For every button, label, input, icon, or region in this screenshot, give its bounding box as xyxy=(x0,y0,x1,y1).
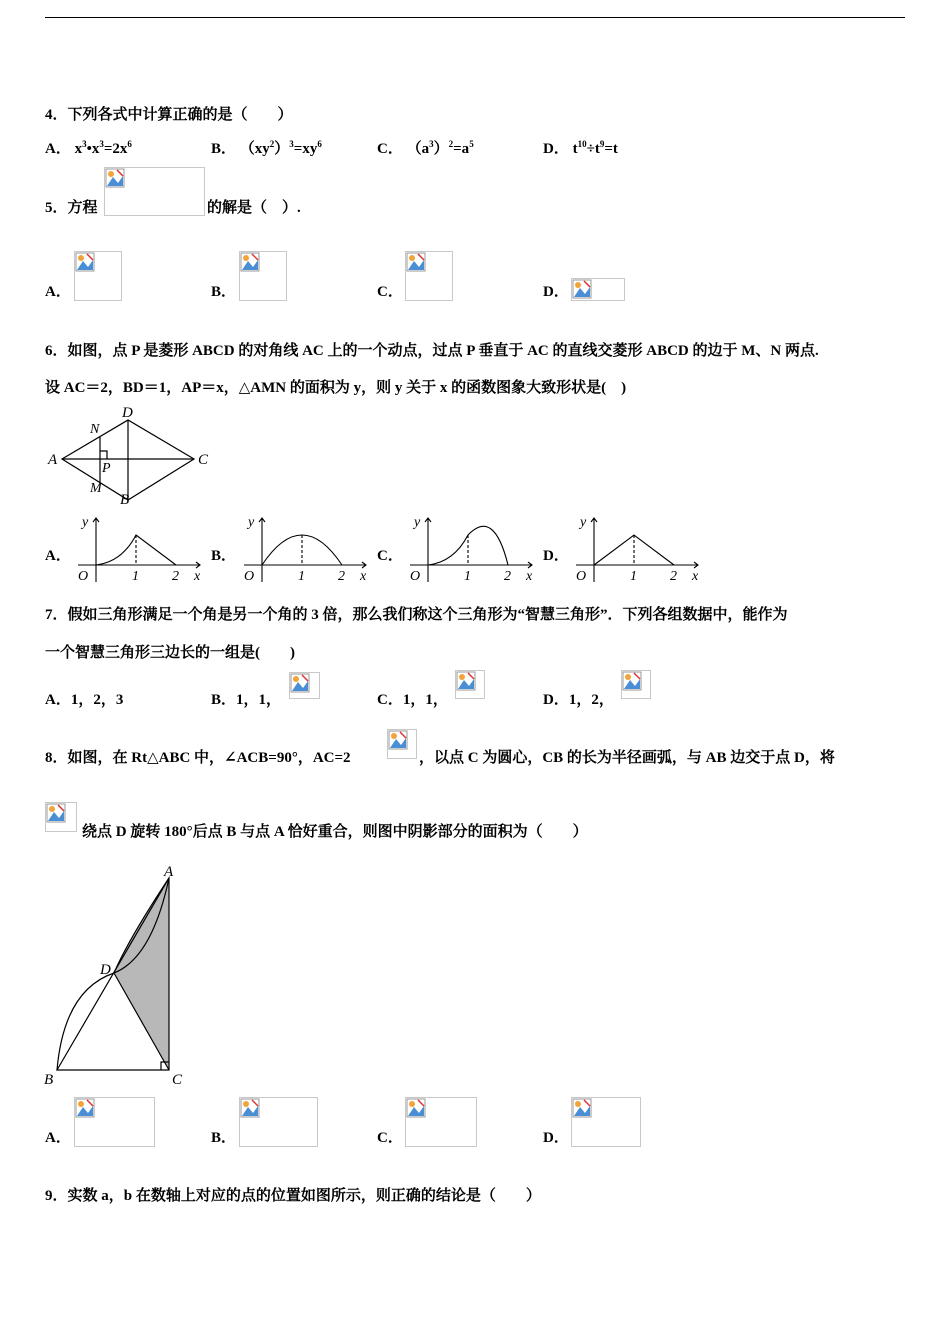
q6-label-d: D xyxy=(122,405,133,421)
q8-label-c: C xyxy=(172,1072,183,1088)
graph-b-o: O xyxy=(244,569,255,584)
graph-d-o: O xyxy=(576,569,587,584)
q8-stem-line1-post: ，以点 C 为圆心，CB 的长为半径画弧，与 AB 边交于点 D，将 xyxy=(419,750,835,766)
q4-option-c[interactable] xyxy=(377,137,474,158)
q7-option-c-image xyxy=(455,670,485,699)
graph-b-2: 2 xyxy=(338,569,345,584)
broken-image-icon xyxy=(75,1098,95,1118)
graph-a-1: 1 xyxy=(132,569,139,584)
q5-stem-pre: 5．方程 xyxy=(45,200,98,216)
broken-image-icon xyxy=(388,730,408,750)
q8-stem-line1-pre: 8．如图，在 Rt△ABC 中，∠ACB=90°，AC=2 xyxy=(45,750,351,766)
q6-label-a: A xyxy=(48,452,58,468)
q7-option-a[interactable]: A．1，2，3 xyxy=(45,692,124,708)
q5-option-d-image xyxy=(571,278,625,301)
broken-image-icon xyxy=(572,279,592,299)
q7-option-d[interactable]: D．1，2， xyxy=(543,692,614,708)
q7-option-b-image xyxy=(289,672,320,699)
graph-c-y: y xyxy=(414,515,421,530)
broken-image-icon xyxy=(75,252,95,272)
broken-image-icon xyxy=(290,673,310,693)
broken-image-icon xyxy=(456,671,476,691)
q5-option-b-image xyxy=(239,251,287,301)
broken-image-icon xyxy=(406,1098,426,1118)
q4-option-b-label: B． xyxy=(211,141,237,157)
broken-image-icon xyxy=(46,803,66,823)
q4-option-a-label: A． xyxy=(45,141,71,157)
q8-option-b-label[interactable]: B． xyxy=(211,1130,237,1146)
q8-label-b: B xyxy=(44,1072,54,1088)
header-rule xyxy=(45,17,905,18)
graph-b-1: 1 xyxy=(298,569,305,584)
q8-ac-value-image xyxy=(387,729,417,759)
q7-option-b[interactable]: B．1，1， xyxy=(211,692,282,708)
q5-option-a-label[interactable]: A． xyxy=(45,284,71,300)
q8-option-a-label[interactable]: A． xyxy=(45,1130,71,1146)
q6-option-a-graph xyxy=(72,512,208,586)
q7-stem-line2: 一个智慧三角形三边长的一组是( ) xyxy=(45,645,295,661)
graph-d-y: y xyxy=(580,515,587,530)
broken-image-icon xyxy=(240,252,260,272)
q4-option-a[interactable] xyxy=(45,137,132,158)
q6-label-p: P xyxy=(102,461,111,476)
broken-image-icon xyxy=(572,1098,592,1118)
q5-option-a-image xyxy=(74,251,122,301)
q6-label-c: C xyxy=(198,452,209,468)
q4-option-d[interactable] xyxy=(543,137,618,158)
graph-c-1: 1 xyxy=(464,569,471,584)
q4-option-b[interactable] xyxy=(211,137,322,158)
q4-option-a-expr: $x^3•x^3=2x^6$ xyxy=(74,139,132,157)
graph-d-x: x xyxy=(692,569,699,584)
graph-b-x: x xyxy=(360,569,367,584)
q7-option-c[interactable]: C．1，1， xyxy=(377,692,448,708)
q6-option-b-label[interactable]: B． xyxy=(211,548,237,564)
graph-c-2: 2 xyxy=(504,569,511,584)
broken-image-icon xyxy=(622,671,642,691)
q6-stem-line2: 设 AC＝2，BD＝1，AP＝x，△AMN 的面积为 y，则 y 关于 x 的函数图象大致形状是( ) xyxy=(45,380,627,396)
q6-option-b-graph xyxy=(238,512,374,586)
q8-label-a: A xyxy=(164,864,174,880)
graph-d-1: 1 xyxy=(630,569,637,584)
broken-image-icon xyxy=(406,252,426,272)
q8-option-b-image xyxy=(239,1097,318,1147)
q6-label-n: N xyxy=(90,422,100,437)
q9-stem: 9．实数 a，b 在数轴上对应的点的位置如图所示，则正确的结论是（ ） xyxy=(45,1188,541,1204)
q5-option-c-label[interactable]: C． xyxy=(377,284,403,300)
graph-d-2: 2 xyxy=(670,569,677,584)
graph-a-y: y xyxy=(82,515,89,530)
q6-option-c-label[interactable]: C． xyxy=(377,548,403,564)
q6-option-c-graph xyxy=(404,512,540,586)
q8-triangle-symbol-image xyxy=(45,802,77,832)
q6-label-b: B xyxy=(120,492,130,508)
q8-option-c-image xyxy=(405,1097,477,1147)
q8-label-d: D xyxy=(100,962,111,978)
q8-option-a-image xyxy=(74,1097,155,1147)
broken-image-icon xyxy=(105,168,125,188)
q7-stem-line1: 7．假如三角形满足一个角是另一个角的 3 倍，那么我们称这个三角形为“智慧三角形”．下列各组数据中，能作为 xyxy=(45,607,788,623)
q5-option-b-label[interactable]: B． xyxy=(211,284,237,300)
q4-stem: 4．下列各式中计算正确的是（ ） xyxy=(45,107,293,123)
graph-a-x: x xyxy=(194,569,201,584)
graph-c-x: x xyxy=(526,569,533,584)
q5-option-d-label[interactable]: D． xyxy=(543,284,569,300)
graph-a-o: O xyxy=(78,569,89,584)
q8-triangle-figure xyxy=(40,858,200,1090)
q4-option-c-label: C． xyxy=(377,141,403,157)
q4-option-c-expr: $(a^3)^2=a^5$ xyxy=(406,139,474,157)
q6-option-d-graph xyxy=(570,512,706,586)
q4-option-b-expr: $(xy^2)^3=xy^6$ xyxy=(239,139,322,157)
q6-label-m: M xyxy=(90,481,102,496)
q4-option-d-expr: $t^{10}\div t^9=t$ xyxy=(572,139,618,157)
q6-option-d-label[interactable]: D． xyxy=(543,548,569,564)
q5-equation-image xyxy=(104,167,205,216)
shaded-region xyxy=(114,878,169,1070)
q5-option-c-image xyxy=(405,251,453,301)
q8-option-d-label[interactable]: D． xyxy=(543,1130,569,1146)
q6-rhombus-figure xyxy=(44,404,216,508)
q5-stem-post: 的解是（ ）. xyxy=(207,200,301,216)
q7-option-d-image xyxy=(621,670,651,699)
q6-option-a-label[interactable]: A． xyxy=(45,548,71,564)
graph-a-2: 2 xyxy=(172,569,179,584)
broken-image-icon xyxy=(240,1098,260,1118)
q8-stem-line2: 绕点 D 旋转 180°后点 B 与点 A 恰好重合，则图中阴影部分的面积为（ ） xyxy=(82,824,588,840)
graph-c-o: O xyxy=(410,569,421,584)
q8-option-c-label[interactable]: C． xyxy=(377,1130,403,1146)
q8-option-d-image xyxy=(571,1097,641,1147)
q6-stem-line1: 6．如图，点 P 是菱形 ABCD 的对角线 AC 上的一个动点，过点 P 垂直于 AC 的直线交菱形 ABCD 的边于 M、N 两点. xyxy=(45,343,819,359)
graph-b-y: y xyxy=(248,515,255,530)
q4-option-d-label: D． xyxy=(543,141,569,157)
